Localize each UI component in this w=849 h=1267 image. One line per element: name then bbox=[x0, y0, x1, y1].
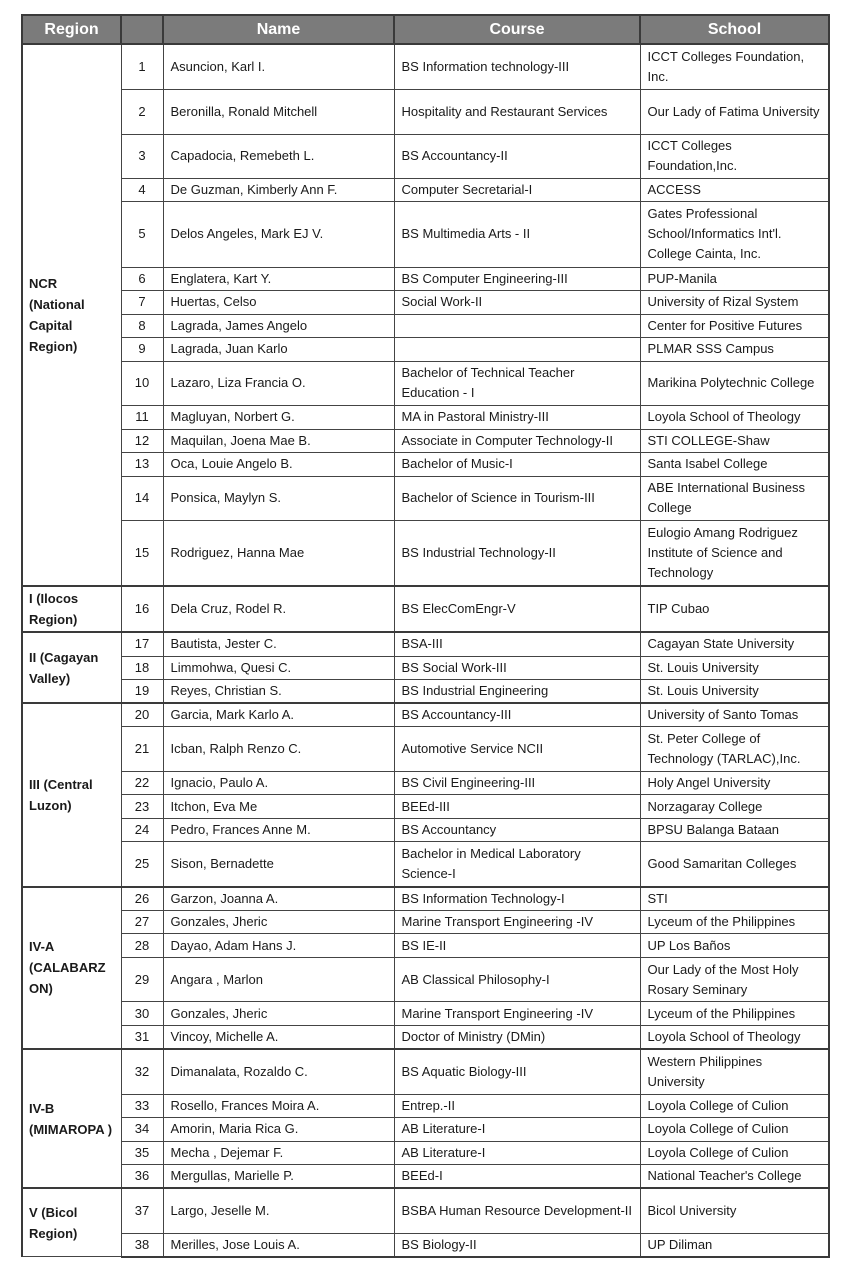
row-number-cell: 7 bbox=[121, 290, 163, 314]
row-number-cell: 23 bbox=[121, 795, 163, 819]
table-row bbox=[22, 405, 829, 429]
name-cell: Sison, Bernadette bbox=[163, 842, 394, 887]
name-cell: Beronilla, Ronald Mitchell bbox=[163, 89, 394, 134]
table-row bbox=[22, 314, 829, 337]
school-cell: Gates Professional School/Informatics Int'l. College Cainta, Inc. bbox=[640, 201, 829, 267]
name-cell: Dela Cruz, Rodel R. bbox=[163, 586, 394, 632]
table-row bbox=[22, 44, 829, 89]
school-cell: Loyola College of Culion bbox=[640, 1117, 829, 1141]
school-cell: Center for Positive Futures bbox=[640, 314, 829, 337]
row-number-cell: 27 bbox=[121, 911, 163, 934]
row-number-cell: 4 bbox=[121, 178, 163, 201]
row-number-cell: 6 bbox=[121, 267, 163, 290]
course-cell: BS Information technology-III bbox=[394, 44, 640, 89]
row-number-cell: 11 bbox=[121, 405, 163, 429]
table-row bbox=[22, 727, 829, 772]
name-cell: Gonzales, Jheric bbox=[163, 911, 394, 934]
row-number-cell: 20 bbox=[121, 703, 163, 727]
name-cell: Capadocia, Remebeth L. bbox=[163, 134, 394, 178]
table-row bbox=[22, 178, 829, 201]
row-number-cell: 30 bbox=[121, 1002, 163, 1026]
row-number-cell: 28 bbox=[121, 934, 163, 958]
row-number-cell: 37 bbox=[121, 1188, 163, 1233]
school-cell: Loyola College of Culion bbox=[640, 1141, 829, 1164]
scholars-table bbox=[21, 14, 830, 1258]
course-cell: BS IE-II bbox=[394, 934, 640, 958]
course-cell: BSA-III bbox=[394, 632, 640, 656]
course-cell: Bachelor of Music-I bbox=[394, 452, 640, 476]
table-row bbox=[22, 476, 829, 520]
course-cell: Marine Transport Engineering -IV bbox=[394, 1002, 640, 1026]
course-cell: Entrep.-II bbox=[394, 1094, 640, 1117]
row-number-cell: 8 bbox=[121, 314, 163, 337]
header-region: Region bbox=[22, 15, 121, 44]
name-cell: Bautista, Jester C. bbox=[163, 632, 394, 656]
row-number-cell: 3 bbox=[121, 134, 163, 178]
course-cell: BS ElecComEngr-V bbox=[394, 586, 640, 632]
course-cell: BS Civil Engineering-III bbox=[394, 772, 640, 795]
course-cell: BS Multimedia Arts - II bbox=[394, 201, 640, 267]
table-row bbox=[22, 1094, 829, 1117]
table-row bbox=[22, 958, 829, 1002]
table-row bbox=[22, 267, 829, 290]
school-cell: UP Los Baños bbox=[640, 934, 829, 958]
course-cell: BSBA Human Resource Development-II bbox=[394, 1188, 640, 1233]
table-body bbox=[22, 44, 829, 1257]
region-cell: III (Central Luzon) bbox=[22, 703, 121, 887]
name-cell: Itchon, Eva Me bbox=[163, 795, 394, 819]
course-cell: AB Literature-I bbox=[394, 1141, 640, 1164]
row-number-cell: 38 bbox=[121, 1233, 163, 1257]
table-row bbox=[22, 452, 829, 476]
name-cell: Garzon, Joanna A. bbox=[163, 887, 394, 911]
course-cell: AB Literature-I bbox=[394, 1117, 640, 1141]
table-row bbox=[22, 1141, 829, 1164]
name-cell: Gonzales, Jheric bbox=[163, 1002, 394, 1026]
school-cell: ACCESS bbox=[640, 178, 829, 201]
school-cell: Eulogio Amang Rodriguez Institute of Science and Technology bbox=[640, 520, 829, 586]
name-cell: Mergullas, Marielle P. bbox=[163, 1164, 394, 1188]
region-cell: V (Bicol Region) bbox=[22, 1188, 121, 1257]
school-cell: Western Philippines University bbox=[640, 1049, 829, 1094]
table-row bbox=[22, 337, 829, 361]
name-cell: Angara , Marlon bbox=[163, 958, 394, 1002]
school-cell: PLMAR SSS Campus bbox=[640, 337, 829, 361]
course-cell: Bachelor of Technical Teacher Education - I bbox=[394, 361, 640, 405]
row-number-cell: 21 bbox=[121, 727, 163, 772]
name-cell: Dimanalata, Rozaldo C. bbox=[163, 1049, 394, 1094]
course-cell: BS Accountancy-II bbox=[394, 134, 640, 178]
school-cell: Marikina Polytechnic College bbox=[640, 361, 829, 405]
name-cell: Garcia, Mark Karlo A. bbox=[163, 703, 394, 727]
course-cell: BS Accountancy-III bbox=[394, 703, 640, 727]
school-cell: Good Samaritan Colleges bbox=[640, 842, 829, 887]
school-cell: Loyola School of Theology bbox=[640, 1026, 829, 1050]
school-cell: Our Lady of the Most Holy Rosary Seminary bbox=[640, 958, 829, 1002]
school-cell: Loyola School of Theology bbox=[640, 405, 829, 429]
name-cell: Icban, Ralph Renzo C. bbox=[163, 727, 394, 772]
header-number bbox=[121, 15, 163, 44]
school-cell: Lyceum of the Philippines bbox=[640, 911, 829, 934]
name-cell: Largo, Jeselle M. bbox=[163, 1188, 394, 1233]
course-cell: BEEd-III bbox=[394, 795, 640, 819]
course-cell: BS Accountancy bbox=[394, 819, 640, 842]
school-cell: St. Louis University bbox=[640, 679, 829, 703]
row-number-cell: 34 bbox=[121, 1117, 163, 1141]
header-course: Course bbox=[394, 15, 640, 44]
school-cell: St. Louis University bbox=[640, 656, 829, 679]
table-row bbox=[22, 201, 829, 267]
name-cell: Merilles, Jose Louis A. bbox=[163, 1233, 394, 1257]
row-number-cell: 18 bbox=[121, 656, 163, 679]
course-cell: Hospitality and Restaurant Services bbox=[394, 89, 640, 134]
row-number-cell: 16 bbox=[121, 586, 163, 632]
table-row bbox=[22, 911, 829, 934]
course-cell: MA in Pastoral Ministry-III bbox=[394, 405, 640, 429]
course-cell bbox=[394, 337, 640, 361]
table-row bbox=[22, 795, 829, 819]
table-row bbox=[22, 1026, 829, 1050]
school-cell: ICCT Colleges Foundation, Inc. bbox=[640, 44, 829, 89]
school-cell: University of Santo Tomas bbox=[640, 703, 829, 727]
name-cell: Vincoy, Michelle A. bbox=[163, 1026, 394, 1050]
name-cell: Lazaro, Liza Francia O. bbox=[163, 361, 394, 405]
school-cell: St. Peter College of Technology (TARLAC),Inc. bbox=[640, 727, 829, 772]
course-cell: Doctor of Ministry (DMin) bbox=[394, 1026, 640, 1050]
row-number-cell: 22 bbox=[121, 772, 163, 795]
region-cell: I (Ilocos Region) bbox=[22, 586, 121, 632]
name-cell: Magluyan, Norbert G. bbox=[163, 405, 394, 429]
course-cell: BS Social Work-III bbox=[394, 656, 640, 679]
table-row bbox=[22, 842, 829, 887]
table-row bbox=[22, 1188, 829, 1233]
table-row bbox=[22, 520, 829, 586]
school-cell: Holy Angel University bbox=[640, 772, 829, 795]
name-cell: Rodriguez, Hanna Mae bbox=[163, 520, 394, 586]
school-cell: ABE International Business College bbox=[640, 476, 829, 520]
region-cell: IV-A (CALABARZ ON) bbox=[22, 887, 121, 1050]
table-row bbox=[22, 586, 829, 632]
table-row bbox=[22, 679, 829, 703]
name-cell: Delos Angeles, Mark EJ V. bbox=[163, 201, 394, 267]
header-row bbox=[22, 15, 829, 44]
row-number-cell: 15 bbox=[121, 520, 163, 586]
name-cell: Asuncion, Karl I. bbox=[163, 44, 394, 89]
school-cell: Norzagaray College bbox=[640, 795, 829, 819]
row-number-cell: 19 bbox=[121, 679, 163, 703]
region-cell: II (Cagayan Valley) bbox=[22, 632, 121, 703]
course-cell: Automotive Service NCII bbox=[394, 727, 640, 772]
row-number-cell: 35 bbox=[121, 1141, 163, 1164]
row-number-cell: 14 bbox=[121, 476, 163, 520]
table-row bbox=[22, 819, 829, 842]
table-row bbox=[22, 1117, 829, 1141]
row-number-cell: 29 bbox=[121, 958, 163, 1002]
row-number-cell: 33 bbox=[121, 1094, 163, 1117]
course-cell: BS Biology-II bbox=[394, 1233, 640, 1257]
table-row bbox=[22, 656, 829, 679]
name-cell: Maquilan, Joena Mae B. bbox=[163, 429, 394, 452]
course-cell: BS Aquatic Biology-III bbox=[394, 1049, 640, 1094]
row-number-cell: 26 bbox=[121, 887, 163, 911]
course-cell: Social Work-II bbox=[394, 290, 640, 314]
name-cell: Lagrada, Juan Karlo bbox=[163, 337, 394, 361]
course-cell: Computer Secretarial-I bbox=[394, 178, 640, 201]
school-cell: Bicol University bbox=[640, 1188, 829, 1233]
school-cell: TIP Cubao bbox=[640, 586, 829, 632]
name-cell: Ignacio, Paulo A. bbox=[163, 772, 394, 795]
name-cell: Englatera, Kart Y. bbox=[163, 267, 394, 290]
table-row bbox=[22, 703, 829, 727]
table-row bbox=[22, 1049, 829, 1094]
table-row bbox=[22, 290, 829, 314]
header-school: School bbox=[640, 15, 829, 44]
name-cell: Reyes, Christian S. bbox=[163, 679, 394, 703]
school-cell: National Teacher's College bbox=[640, 1164, 829, 1188]
row-number-cell: 5 bbox=[121, 201, 163, 267]
school-cell: ICCT Colleges Foundation,Inc. bbox=[640, 134, 829, 178]
course-cell bbox=[394, 314, 640, 337]
school-cell: University of Rizal System bbox=[640, 290, 829, 314]
row-number-cell: 25 bbox=[121, 842, 163, 887]
course-cell: BS Industrial Engineering bbox=[394, 679, 640, 703]
course-cell: BS Information Technology-I bbox=[394, 887, 640, 911]
row-number-cell: 12 bbox=[121, 429, 163, 452]
course-cell: Bachelor of Science in Tourism-III bbox=[394, 476, 640, 520]
name-cell: Huertas, Celso bbox=[163, 290, 394, 314]
school-cell: Loyola College of Culion bbox=[640, 1094, 829, 1117]
course-cell: BS Computer Engineering-III bbox=[394, 267, 640, 290]
name-cell: Amorin, Maria Rica G. bbox=[163, 1117, 394, 1141]
row-number-cell: 17 bbox=[121, 632, 163, 656]
row-number-cell: 32 bbox=[121, 1049, 163, 1094]
course-cell: Bachelor in Medical Laboratory Science-I bbox=[394, 842, 640, 887]
school-cell: STI bbox=[640, 887, 829, 911]
school-cell: Cagayan State University bbox=[640, 632, 829, 656]
region-cell: NCR (National Capital Region) bbox=[22, 44, 121, 586]
course-cell: Associate in Computer Technology-II bbox=[394, 429, 640, 452]
name-cell: Oca, Louie Angelo B. bbox=[163, 452, 394, 476]
course-cell: BS Industrial Technology-II bbox=[394, 520, 640, 586]
name-cell: Pedro, Frances Anne M. bbox=[163, 819, 394, 842]
table-row bbox=[22, 361, 829, 405]
row-number-cell: 24 bbox=[121, 819, 163, 842]
course-cell: Marine Transport Engineering -IV bbox=[394, 911, 640, 934]
row-number-cell: 2 bbox=[121, 89, 163, 134]
school-cell: STI COLLEGE-Shaw bbox=[640, 429, 829, 452]
name-cell: De Guzman, Kimberly Ann F. bbox=[163, 178, 394, 201]
school-cell: Lyceum of the Philippines bbox=[640, 1002, 829, 1026]
name-cell: Ponsica, Maylyn S. bbox=[163, 476, 394, 520]
school-cell: PUP-Manila bbox=[640, 267, 829, 290]
school-cell: Santa Isabel College bbox=[640, 452, 829, 476]
row-number-cell: 1 bbox=[121, 44, 163, 89]
name-cell: Dayao, Adam Hans J. bbox=[163, 934, 394, 958]
row-number-cell: 9 bbox=[121, 337, 163, 361]
row-number-cell: 10 bbox=[121, 361, 163, 405]
header-name: Name bbox=[163, 15, 394, 44]
school-cell: BPSU Balanga Bataan bbox=[640, 819, 829, 842]
table-row bbox=[22, 89, 829, 134]
table-row bbox=[22, 1233, 829, 1257]
table-row bbox=[22, 1164, 829, 1188]
school-cell: UP Diliman bbox=[640, 1233, 829, 1257]
name-cell: Mecha , Dejemar F. bbox=[163, 1141, 394, 1164]
table-row bbox=[22, 1002, 829, 1026]
region-cell: IV-B (MIMAROPA ) bbox=[22, 1049, 121, 1188]
name-cell: Lagrada, James Angelo bbox=[163, 314, 394, 337]
table-row bbox=[22, 934, 829, 958]
row-number-cell: 36 bbox=[121, 1164, 163, 1188]
table-row bbox=[22, 429, 829, 452]
row-number-cell: 13 bbox=[121, 452, 163, 476]
table-row bbox=[22, 772, 829, 795]
table-row bbox=[22, 134, 829, 178]
row-number-cell: 31 bbox=[121, 1026, 163, 1050]
school-cell: Our Lady of Fatima University bbox=[640, 89, 829, 134]
course-cell: AB Classical Philosophy-I bbox=[394, 958, 640, 1002]
course-cell: BEEd-I bbox=[394, 1164, 640, 1188]
table-row bbox=[22, 887, 829, 911]
name-cell: Rosello, Frances Moira A. bbox=[163, 1094, 394, 1117]
name-cell: Limmohwa, Quesi C. bbox=[163, 656, 394, 679]
table-row bbox=[22, 632, 829, 656]
